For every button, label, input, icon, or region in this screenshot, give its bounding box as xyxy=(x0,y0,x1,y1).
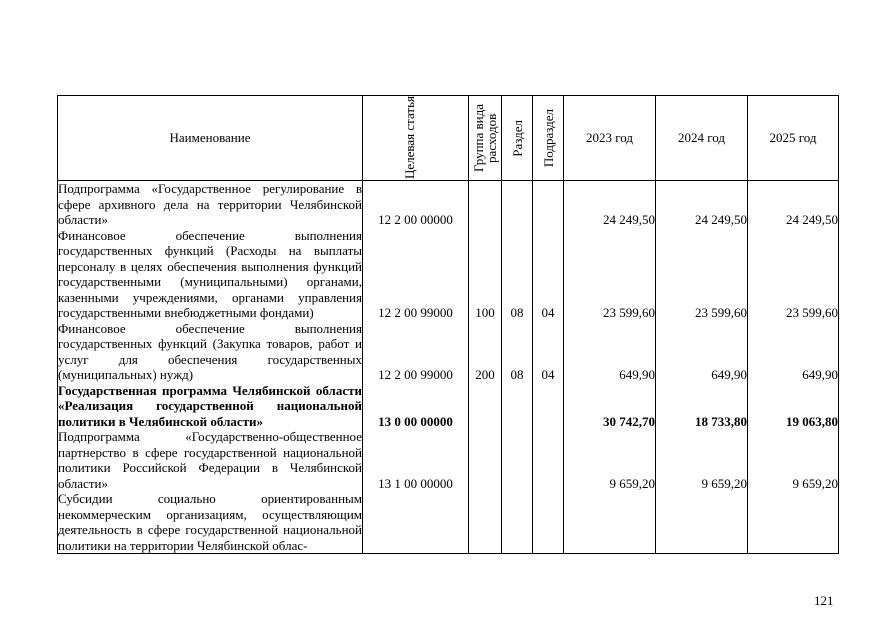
row-name: Финансовое обеспечение выполнения государственных функций (Закупка товаров, работ и услуг для обеспечения государственных (муниципальных) нужд) xyxy=(58,320,362,382)
row-2025: 23 599,60 xyxy=(748,228,839,321)
row-name: Подпрограмма «Государственное регулирование в сфере архивного дела на территории Челябинской области» xyxy=(58,181,362,227)
row-group xyxy=(469,383,502,430)
row-2024: 649,90 xyxy=(656,321,748,383)
header-article-label: Целевая статья xyxy=(401,96,417,180)
row-article: 13 0 00 00000 xyxy=(363,383,469,430)
row-subsection: 04 xyxy=(533,228,564,321)
row-2025 xyxy=(748,491,839,554)
header-subsection-label: Подраздел xyxy=(540,108,556,168)
row-2023: 30 742,70 xyxy=(564,383,656,430)
row-subsection xyxy=(533,383,564,430)
row-2023: 23 599,60 xyxy=(564,228,656,321)
table-row xyxy=(58,228,839,321)
row-group: 100 xyxy=(469,228,502,321)
row-section xyxy=(502,429,533,491)
header-article xyxy=(363,96,469,181)
row-section xyxy=(502,491,533,554)
header-2023: 2023 год xyxy=(564,96,656,181)
row-section xyxy=(502,181,533,228)
row-section: 08 xyxy=(502,321,533,383)
row-2024: 18 733,80 xyxy=(656,383,748,430)
row-2023 xyxy=(564,491,656,554)
row-2024: 24 249,50 xyxy=(656,181,748,228)
table-header-row xyxy=(58,96,839,181)
row-article xyxy=(363,491,469,554)
header-group-line1: Группа вида xyxy=(471,104,486,172)
header-2025: 2025 год xyxy=(748,96,839,181)
header-2024: 2024 год xyxy=(656,96,748,181)
row-2024: 23 599,60 xyxy=(656,228,748,321)
row-article: 13 1 00 00000 xyxy=(363,429,469,491)
row-section: 08 xyxy=(502,228,533,321)
row-name: Субсидии социально ориентированным некоммерческим организациям, осуществляющим деятельность в сфере государственной национальной политики на территории Челябинской облас- xyxy=(58,491,362,553)
header-section xyxy=(502,96,533,181)
header-section-label: Раздел xyxy=(509,119,525,157)
header-subsection xyxy=(533,96,564,181)
row-2025: 649,90 xyxy=(748,321,839,383)
row-group: 200 xyxy=(469,321,502,383)
row-group xyxy=(469,429,502,491)
row-2024: 9 659,20 xyxy=(656,429,748,491)
table-row xyxy=(58,429,839,491)
header-group xyxy=(469,96,502,181)
row-section xyxy=(502,383,533,430)
budget-table xyxy=(57,95,839,554)
header-group-line2: расходов xyxy=(484,113,499,163)
table-row xyxy=(58,321,839,383)
row-article: 12 2 00 99000 xyxy=(363,228,469,321)
row-name: Государственная программа Челябинской области «Реализация государственной национальной политики в Челябинской области» xyxy=(58,382,362,429)
row-2024 xyxy=(656,491,748,554)
page-number: 121 xyxy=(814,593,834,608)
row-group xyxy=(469,491,502,554)
header-name: Наименование xyxy=(58,96,363,181)
row-2025: 24 249,50 xyxy=(748,181,839,228)
row-2025: 9 659,20 xyxy=(748,429,839,491)
row-subsection xyxy=(533,429,564,491)
row-subsection: 04 xyxy=(533,321,564,383)
row-name: Финансовое обеспечение выполнения государственных функций (Расходы на выплаты персоналу в целях обеспечения выполнения функций государственными (муниципальными) органами, казенными учреждениями, органами управления государственными внебюджетными фондами) xyxy=(58,227,362,320)
row-subsection xyxy=(533,181,564,228)
table-row-program xyxy=(58,383,839,430)
row-article: 12 2 00 99000 xyxy=(363,321,469,383)
row-article: 12 2 00 00000 xyxy=(363,181,469,228)
row-2023: 24 249,50 xyxy=(564,181,656,228)
row-subsection xyxy=(533,491,564,554)
table-row xyxy=(58,181,839,228)
table-row xyxy=(58,491,839,554)
row-name: Подпрограмма «Государственно-общественное партнерство в сфере государственной национальной политики Российской Федерации в Челябинской области» xyxy=(58,429,362,491)
row-group xyxy=(469,181,502,228)
row-2023: 649,90 xyxy=(564,321,656,383)
row-2023: 9 659,20 xyxy=(564,429,656,491)
row-2025: 19 063,80 xyxy=(748,383,839,430)
